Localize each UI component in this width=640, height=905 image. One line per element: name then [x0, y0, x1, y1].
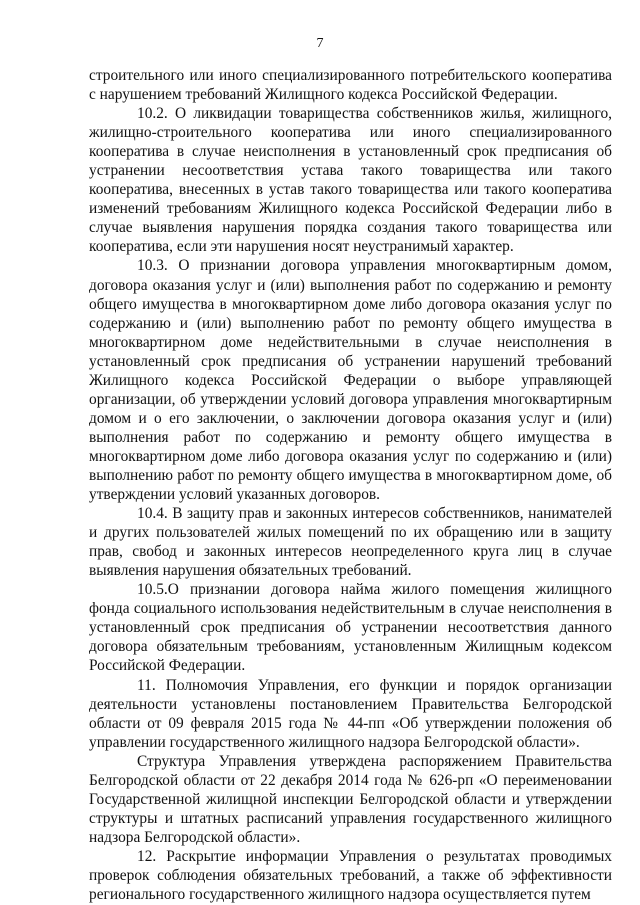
- paragraph-10-3: 10.3. О признании договора управления многоквартирным домом, договора оказания услуг и (или) выполнения работ по содержанию и ремонту общего имущества в многоквартирном доме либо договора оказания услуг по содержанию и (или) выполнению работ по ремонту общего имущества в многоквартирном доме недействительными в случае неисполнения в установленный срок предписания об устранении нарушений требований Жилищного кодекса Российской Федерации о выборе управляющей организации, об утверждении условий договора управления многоквартирным домом и о его заключении, о заключении договора оказания услуг и (или) выполнения работ по содержанию и ремонту общего имущества в многоквартирном доме либо договора оказания услуг по содержанию и (или) выполнению работ по ремонту общего имущества в многоквартирном доме, об утверждении условий указанных договоров.: [89, 257, 612, 504]
- paragraph-10-2: 10.2. О ликвидации товарищества собственников жилья, жилищного, жилищно-строительного кооператива или иного специализированного кооператива в случае неисполнения в установленный срок предписания об устранении несоответствия устава такого товарищества или такого кооператива, внесенных в устав такого товарищества или такого кооператива изменений требованиям Жилищного кодекса Российской Федерации либо в случае выявления нарушения порядка создания такого товарищества или кооператива, если эти нарушения носят неустранимый характер.: [89, 105, 612, 256]
- paragraph-structure: Структура Управления утверждена распоряжением Правительства Белгородской области от 22 декабря 2014 года № 626-рп «О переименовании Государственной жилищной инспекции Белгородской области и утверждении структуры и штатных расписаний управления государственного жилищного надзора Белгородской области».: [89, 752, 612, 846]
- body-text: [89, 66, 612, 904]
- paragraph-12: 12. Раскрытие информации Управления о результатах проводимых проверок соблюдения обязательных требований, а также об эффективности регионального государственного жилищного надзора осуществляется путем: [89, 847, 612, 904]
- paragraph-11: 11. Полномочия Управления, его функции и порядок организации деятельности установлены постановлением Правительства Белгородской области от 09 февраля 2015 года № 44-пп «Об утверждении положения об управлении государственного жилищного надзора Белгородской области».: [89, 676, 612, 751]
- paragraph-10-5: 10.5.О признании договора найма жилого помещения жилищного фонда социального использования недействительным в случае неисполнения в установленный срок предписания об устранении несоответствия данного договора обязательным требованиям, установленным Жилищным кодексом Российской Федерации.: [89, 581, 612, 675]
- paragraph-continuation: строительного или иного специализированного потребительского кооператива с нарушением требований Жилищного кодекса Российской Федерации.: [89, 67, 612, 104]
- paragraph-10-4: 10.4. В защиту прав и законных интересов собственников, нанимателей и других пользователей жилых помещений по их обращению или в защиту прав, свобод и законных интересов неопределенного круга лиц в случае выявления нарушения обязательных требований.: [89, 505, 612, 580]
- page-number: 7: [316, 36, 324, 51]
